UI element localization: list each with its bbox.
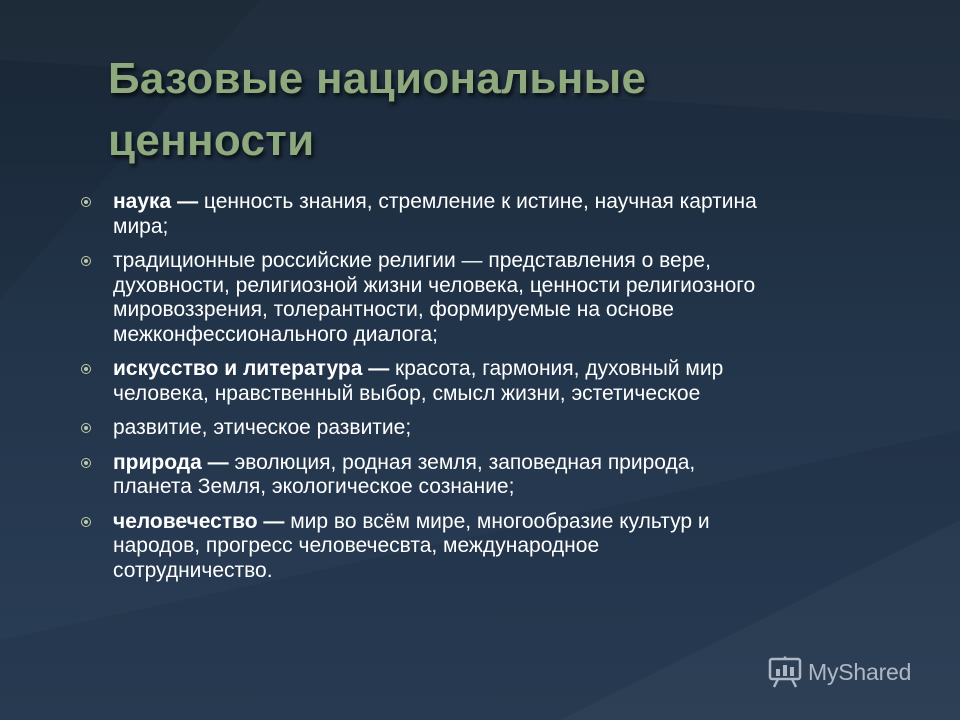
bullet-line: планета Земля, экологическое сознание; — [113, 475, 515, 498]
bullet-science — [80, 190, 930, 239]
bullet-religions — [80, 249, 930, 347]
bullet-marker-icon — [81, 458, 91, 468]
bullet-line: сотрудничество. — [113, 558, 273, 582]
bullet-marker-icon — [81, 256, 91, 266]
bullet-line: развитие, этическое развитие; — [113, 416, 412, 439]
bullet-term: природа — — [113, 450, 229, 474]
slide-title-line-2: ценности — [108, 116, 315, 165]
bullet-humanity — [80, 510, 930, 584]
bullet-term: наука — — [113, 190, 199, 213]
bullet-line: человека, нравственный выбор, смысл жизни, эстетическое — [113, 381, 701, 405]
bullet-line: мира; — [113, 214, 169, 238]
bullet-line: мир во всём мире, многообразие культур и — [284, 509, 710, 533]
bullet-line: красота, гармония, духовный мир — [389, 357, 724, 380]
watermark-text: MyShared — [808, 658, 912, 685]
bullet-term: человечество — — [113, 509, 285, 533]
bullet-marker-icon — [81, 364, 91, 374]
bullet-art-literature — [80, 357, 930, 406]
bullet-line: межконфессионального диалога; — [113, 322, 438, 346]
bullet-development — [80, 416, 930, 441]
bullet-line: народов, прогресс человечесвта, международное — [113, 534, 600, 557]
slide-title-line-1: Базовые национальные — [108, 54, 647, 103]
bullet-nature — [80, 451, 930, 500]
presentation-board-icon — [768, 656, 802, 688]
bullet-line: эволюция, родная земля, заповедная природа, — [228, 450, 696, 474]
bullet-marker-icon — [81, 423, 91, 433]
watermark — [768, 652, 911, 692]
bullet-marker-icon — [81, 517, 91, 527]
bullet-marker-icon — [81, 197, 91, 207]
bullet-line: ценность знания, стремление к истине, научная картина — [198, 190, 757, 213]
slide-title — [108, 48, 828, 172]
bullet-line: духовности, религиозной жизни человека, ценности религиозного — [113, 273, 756, 297]
bullet-line: традиционные российские религии — представления о вере, — [113, 249, 711, 272]
bullet-line: мировоззрения, толерантности, формируемые на основе — [113, 298, 674, 321]
bullet-term: искусство и литература — — [113, 357, 390, 380]
value-list — [80, 190, 930, 593]
